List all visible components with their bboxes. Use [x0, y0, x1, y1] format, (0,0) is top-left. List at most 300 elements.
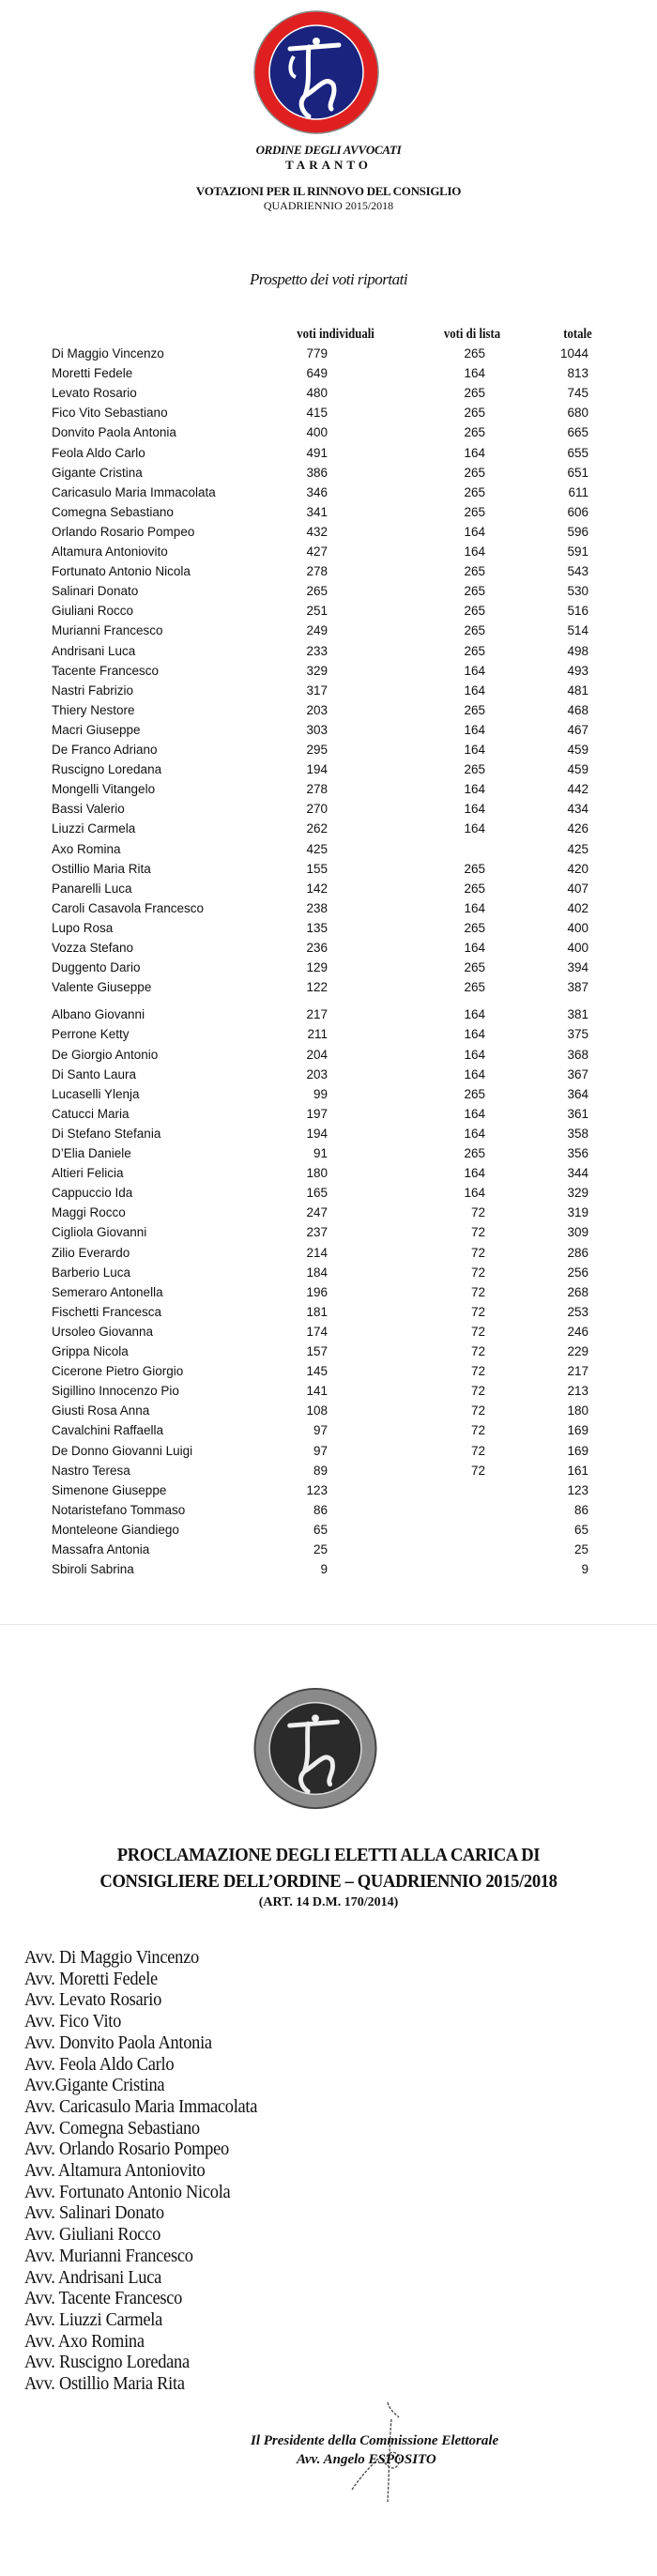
individual-votes: 346 [306, 484, 328, 499]
total-votes: 498 [567, 643, 588, 658]
table-row [0, 604, 657, 622]
table-row [0, 1246, 657, 1265]
total-votes: 25 [573, 1542, 588, 1556]
candidate-name: Macri Giuseppe [52, 722, 141, 737]
candidate-name: Barberio Luca [52, 1265, 131, 1280]
individual-votes: 203 [306, 1066, 328, 1081]
total-votes: 596 [567, 524, 588, 539]
total-votes: 169 [567, 1423, 588, 1438]
table-row [0, 1305, 657, 1324]
candidate-name: Salinari Donato [52, 584, 139, 599]
candidate-name: Lucaselli Ylenja [52, 1086, 140, 1101]
table-row [0, 1562, 657, 1581]
total-votes: 611 [568, 484, 588, 499]
total-votes: 161 [567, 1463, 588, 1478]
individual-votes: 184 [306, 1265, 328, 1280]
candidate-name: Fortunato Antonio Nicola [52, 564, 191, 579]
individual-votes: 427 [306, 544, 328, 559]
total-votes: 375 [567, 1027, 588, 1042]
individual-votes: 197 [306, 1106, 328, 1121]
candidate-name: Ostillio Maria Rita [52, 861, 151, 876]
candidate-name: Nastro Teresa [52, 1463, 130, 1478]
proclamation-reference: (ART. 14 D.M. 170/2014) [258, 1895, 399, 1909]
table-row [0, 1464, 657, 1482]
individual-votes: 425 [306, 841, 328, 856]
individual-votes: 247 [306, 1205, 328, 1220]
total-votes: 381 [567, 1007, 588, 1022]
individual-votes: 99 [313, 1086, 328, 1101]
table-row [0, 960, 657, 979]
list-votes: 164 [464, 1027, 485, 1042]
elected-member: Avv. Feola Aldo Carlo [24, 2053, 175, 2075]
list-votes: 164 [464, 1126, 485, 1141]
total-votes: 1044 [559, 346, 588, 360]
individual-votes: 122 [306, 980, 328, 995]
total-votes: 246 [567, 1324, 588, 1339]
individual-votes: 65 [313, 1522, 328, 1537]
list-votes: 72 [470, 1304, 485, 1319]
document-period: QUADRIENNIO 2015/2018 [263, 199, 394, 212]
candidate-name: Cicerone Pietro Giorgio [52, 1364, 184, 1379]
total-votes: 493 [567, 663, 588, 678]
candidate-name: Zilio Everardo [52, 1245, 130, 1260]
total-votes: 329 [567, 1186, 588, 1201]
table-row [0, 1444, 657, 1463]
list-votes: 265 [464, 465, 485, 480]
list-votes: 164 [464, 900, 485, 915]
individual-votes: 270 [306, 802, 328, 817]
table-row [0, 1542, 657, 1561]
candidate-name: Caricasulo Maria Immacolata [52, 484, 216, 499]
list-votes: 265 [464, 386, 485, 401]
list-votes: 72 [470, 1364, 485, 1379]
elected-member: Avv. Tacente Francesco [24, 2288, 183, 2309]
individual-votes: 203 [306, 702, 328, 717]
list-votes: 265 [464, 484, 485, 499]
list-votes: 72 [470, 1205, 485, 1220]
individual-votes: 129 [306, 960, 328, 975]
table-row [0, 446, 657, 465]
list-votes: 164 [464, 782, 485, 797]
total-votes: 680 [567, 406, 588, 421]
candidate-name: Altieri Felicia [52, 1166, 124, 1181]
total-votes: 368 [567, 1047, 588, 1062]
total-votes: 387 [567, 980, 588, 995]
individual-votes: 145 [306, 1364, 328, 1379]
individual-votes: 157 [306, 1344, 328, 1358]
table-row [0, 346, 657, 365]
table-row [0, 466, 657, 484]
page-divider [0, 1624, 657, 1625]
individual-votes: 303 [306, 722, 328, 737]
candidate-name: Semeraro Antonella [52, 1284, 163, 1299]
list-votes: 164 [464, 821, 485, 836]
elected-member: Avv. Andrisani Luca [24, 2266, 162, 2288]
candidate-name: Ruscigno Loredana [52, 762, 162, 777]
individual-votes: 649 [306, 366, 328, 381]
elected-member: Avv. Donvito Paola Antonia [24, 2032, 212, 2053]
candidate-name: Murianni Francesco [52, 623, 163, 638]
total-votes: 367 [567, 1066, 588, 1081]
candidate-name: Tacente Francesco [52, 663, 160, 678]
table-row [0, 842, 657, 861]
individual-votes: 211 [307, 1027, 328, 1042]
elected-member: Avv. Di Maggio Vincenzo [24, 1947, 199, 1968]
individual-votes: 480 [306, 386, 328, 401]
individual-votes: 204 [306, 1047, 328, 1062]
table-row [0, 1344, 657, 1363]
table-row [0, 1107, 657, 1126]
candidate-name: Gigante Cristina [52, 465, 143, 480]
total-votes: 543 [567, 564, 588, 579]
individual-votes: 251 [306, 604, 328, 619]
table-row [0, 644, 657, 663]
column-header-total: totale [563, 327, 592, 342]
elected-member: Avv. Orlando Rosario Pompeo [24, 2139, 229, 2160]
individual-votes: 165 [306, 1186, 328, 1201]
list-votes: 164 [464, 682, 485, 698]
list-votes: 265 [464, 1146, 485, 1160]
candidate-name: Di Santo Laura [52, 1066, 137, 1081]
total-votes: 169 [567, 1443, 588, 1458]
table-row [0, 525, 657, 544]
candidate-name: Thiery Nestore [52, 702, 135, 717]
total-votes: 217 [567, 1364, 588, 1379]
individual-votes: 91 [313, 1146, 328, 1160]
total-votes: 481 [567, 682, 588, 698]
total-votes: 434 [567, 802, 588, 817]
candidate-name: Di Maggio Vincenzo [52, 346, 164, 360]
table-row [0, 406, 657, 424]
total-votes: 180 [567, 1403, 588, 1418]
table-row [0, 743, 657, 761]
list-votes: 265 [464, 762, 485, 777]
candidate-name: Sigillino Innocenzo Pio [52, 1384, 179, 1399]
candidate-name: Comegna Sebastiano [52, 504, 174, 519]
candidate-name: Fico Vito Sebastiano [52, 406, 168, 421]
list-votes: 72 [470, 1265, 485, 1280]
total-votes: 407 [567, 881, 588, 896]
individual-votes: 265 [306, 584, 328, 599]
total-votes: 514 [567, 623, 588, 638]
total-votes: 745 [567, 386, 588, 401]
list-votes: 164 [464, 941, 485, 955]
candidate-name: De Giorgio Antonio [52, 1047, 159, 1062]
list-votes: 72 [470, 1463, 485, 1478]
total-votes: 213 [567, 1384, 588, 1399]
total-votes: 516 [567, 604, 588, 619]
candidate-name: Giusti Rosa Anna [52, 1403, 150, 1418]
individual-votes: 236 [306, 941, 328, 955]
elected-member: Avv. Caricasulo Maria Immacolata [24, 2095, 258, 2117]
elected-member: Avv.Gigante Cristina [24, 2075, 165, 2096]
individual-votes: 329 [306, 663, 328, 678]
table-row [0, 1027, 657, 1046]
total-votes: 9 [581, 1562, 588, 1577]
list-votes: 72 [470, 1284, 485, 1299]
candidate-name: Notaristefano Tommaso [52, 1502, 186, 1517]
list-votes: 265 [464, 604, 485, 619]
total-votes: 665 [567, 425, 588, 440]
table-row [0, 1265, 657, 1284]
total-votes: 651 [567, 465, 588, 480]
table-row [0, 941, 657, 959]
table-row [0, 1325, 657, 1343]
table-row [0, 1483, 657, 1502]
list-votes: 72 [470, 1384, 485, 1399]
table-row [0, 1048, 657, 1066]
org-city: TARANTO [285, 158, 372, 172]
total-votes: 123 [567, 1482, 588, 1497]
individual-votes: 237 [306, 1225, 328, 1240]
candidate-name: De Donno Giovanni Luigi [52, 1443, 193, 1458]
table-row [0, 505, 657, 524]
candidate-name: Sbiroli Sabrina [52, 1562, 134, 1577]
table-row [0, 584, 657, 603]
individual-votes: 194 [306, 762, 328, 777]
list-votes: 72 [470, 1324, 485, 1339]
total-votes: 319 [567, 1205, 588, 1220]
elected-member: Avv. Fico Vito [24, 2011, 122, 2032]
table-row [0, 802, 657, 820]
org-name: ORDINE DEGLI AVVOCATI [255, 143, 402, 157]
table-row [0, 425, 657, 444]
total-votes: 364 [567, 1086, 588, 1101]
candidate-name: Simenone Giuseppe [52, 1482, 167, 1497]
candidate-name: Bassi Valerio [52, 802, 125, 817]
elected-member: Avv. Salinari Donato [24, 2202, 164, 2224]
table-row [0, 1423, 657, 1442]
total-votes: 86 [573, 1502, 588, 1517]
list-votes: 72 [470, 1245, 485, 1260]
total-votes: 459 [567, 762, 588, 777]
list-votes: 164 [464, 722, 485, 737]
candidate-name: Monteleone Giandiego [52, 1522, 179, 1537]
individual-votes: 25 [313, 1542, 328, 1556]
table-row [0, 703, 657, 722]
total-votes: 394 [567, 960, 588, 975]
list-votes: 164 [464, 1066, 485, 1081]
total-votes: 356 [567, 1146, 588, 1160]
list-votes: 164 [464, 544, 485, 559]
elected-member: Avv. Altamura Antoniovito [24, 2160, 206, 2181]
list-votes: 164 [464, 445, 485, 460]
individual-votes: 196 [306, 1284, 328, 1299]
total-votes: 459 [567, 743, 588, 757]
table-row [0, 1087, 657, 1106]
individual-votes: 89 [313, 1463, 328, 1478]
total-votes: 426 [567, 821, 588, 836]
bar-association-logo-scan [252, 1687, 378, 1810]
candidate-name: Nastri Fabrizio [52, 682, 134, 698]
individual-votes: 135 [306, 920, 328, 935]
candidate-name: Catucci Maria [52, 1106, 130, 1121]
table-row [0, 1403, 657, 1422]
individual-votes: 238 [306, 900, 328, 915]
table-row [0, 544, 657, 563]
column-header-list: voti di lista [443, 327, 501, 342]
total-votes: 286 [567, 1245, 588, 1260]
total-votes: 813 [567, 366, 588, 381]
individual-votes: 181 [306, 1304, 328, 1319]
elected-member: Avv. Levato Rosario [24, 1989, 162, 2011]
column-header-individual: voti individuali [297, 327, 374, 342]
list-votes: 164 [464, 1007, 485, 1022]
elected-member: Avv. Ruscigno Loredana [24, 2352, 190, 2373]
list-votes: 72 [470, 1403, 485, 1418]
list-votes: 72 [470, 1225, 485, 1240]
individual-votes: 249 [306, 623, 328, 638]
candidate-name: Altamura Antoniovito [52, 544, 168, 559]
table-row [0, 1523, 657, 1541]
individual-votes: 491 [306, 445, 328, 460]
table-row [0, 1285, 657, 1304]
candidate-name: Massafra Antonia [52, 1542, 150, 1556]
list-votes: 265 [464, 584, 485, 599]
total-votes: 358 [567, 1126, 588, 1141]
total-votes: 606 [567, 504, 588, 519]
table-row [0, 664, 657, 682]
individual-votes: 278 [306, 782, 328, 797]
candidate-name: Vozza Stefano [52, 941, 134, 955]
table-row [0, 901, 657, 920]
list-votes: 265 [464, 564, 485, 579]
candidate-name: Liuzzi Carmela [52, 821, 136, 836]
list-votes: 265 [464, 861, 485, 876]
table-row [0, 1146, 657, 1165]
total-votes: 361 [567, 1106, 588, 1121]
signatory-name: Avv. Angelo ESPOSITO [297, 2452, 436, 2467]
individual-votes: 155 [306, 861, 328, 876]
candidate-name: Di Stefano Stefania [52, 1126, 161, 1141]
table-row [0, 564, 657, 583]
bar-association-logo [252, 9, 380, 135]
total-votes: 402 [567, 900, 588, 915]
candidate-name: Giuliani Rocco [52, 604, 134, 619]
individual-votes: 233 [306, 643, 328, 658]
total-votes: 468 [567, 702, 588, 717]
total-votes: 530 [567, 584, 588, 599]
candidate-name: Grippa Nicola [52, 1344, 129, 1358]
elected-member: Avv. Fortunato Antonio Nicola [24, 2181, 231, 2202]
candidate-name: Feola Aldo Carlo [52, 445, 145, 460]
elected-member: Avv. Murianni Francesco [24, 2245, 193, 2266]
table-row [0, 1166, 657, 1185]
individual-votes: 108 [306, 1403, 328, 1418]
individual-votes: 278 [306, 564, 328, 579]
table-row [0, 366, 657, 385]
individual-votes: 194 [306, 1126, 328, 1141]
total-votes: 467 [567, 722, 588, 737]
table-row [0, 1364, 657, 1383]
candidate-name: Orlando Rosario Pompeo [52, 524, 195, 539]
list-votes: 265 [464, 406, 485, 421]
total-votes: 229 [567, 1344, 588, 1358]
candidate-name: D’Elia Daniele [52, 1146, 131, 1160]
candidate-name: Moretti Fedele [52, 366, 133, 381]
list-votes: 164 [464, 366, 485, 381]
table-row [0, 821, 657, 840]
list-votes: 164 [464, 802, 485, 817]
list-votes: 164 [464, 1186, 485, 1201]
individual-votes: 123 [306, 1482, 328, 1497]
candidate-name: Andrisani Luca [52, 643, 136, 658]
table-row [0, 723, 657, 742]
total-votes: 400 [567, 941, 588, 955]
individual-votes: 317 [306, 682, 328, 698]
list-votes: 265 [464, 346, 485, 360]
table-caption: Prospetto dei voti riportati [249, 270, 408, 288]
table-row [0, 485, 657, 504]
individual-votes: 214 [306, 1245, 328, 1260]
signatory-role: Il Presidente della Commissione Elettorale [251, 2433, 499, 2448]
list-votes: 72 [470, 1423, 485, 1438]
individual-votes: 141 [306, 1384, 328, 1399]
list-votes: 265 [464, 623, 485, 638]
table-row [0, 623, 657, 642]
table-row [0, 1067, 657, 1086]
list-votes: 164 [464, 1106, 485, 1121]
elected-member: Avv. Moretti Fedele [24, 1968, 158, 1989]
list-votes: 265 [464, 425, 485, 440]
list-votes: 72 [470, 1344, 485, 1358]
candidate-name: Axo Romina [52, 841, 121, 856]
candidate-name: Levato Rosario [52, 386, 137, 401]
table-row [0, 1503, 657, 1522]
total-votes: 442 [567, 782, 588, 797]
list-votes: 265 [464, 504, 485, 519]
table-row [0, 882, 657, 900]
candidate-name: Cappuccio Ida [52, 1186, 133, 1201]
list-votes: 265 [464, 881, 485, 896]
candidate-name: Perrone Ketty [52, 1027, 130, 1042]
individual-votes: 432 [306, 524, 328, 539]
candidate-name: Valente Giuseppe [52, 980, 152, 995]
table-row [0, 1384, 657, 1403]
table-row [0, 921, 657, 940]
individual-votes: 779 [306, 346, 328, 360]
total-votes: 425 [567, 841, 588, 856]
elected-member: Avv. Comegna Sebastiano [24, 2117, 200, 2139]
list-votes: 164 [464, 743, 485, 757]
total-votes: 655 [567, 445, 588, 460]
total-votes: 420 [567, 861, 588, 876]
candidate-name: Cavalchini Raffaella [52, 1423, 164, 1438]
candidate-name: Donvito Paola Antonia [52, 425, 176, 440]
elected-member: Avv. Axo Romina [24, 2330, 145, 2352]
proclamation-title-line2: CONSIGLIERE DELL’ORDINE – QUADRIENNIO 2015/2018 [99, 1871, 558, 1892]
individual-votes: 9 [320, 1562, 328, 1577]
list-votes: 164 [464, 524, 485, 539]
elected-member: Avv. Liuzzi Carmela [24, 2308, 163, 2330]
total-votes: 268 [567, 1284, 588, 1299]
individual-votes: 386 [306, 465, 328, 480]
individual-votes: 400 [306, 425, 328, 440]
candidate-name: Panarelli Luca [52, 881, 132, 896]
total-votes: 256 [567, 1265, 588, 1280]
list-votes: 265 [464, 980, 485, 995]
table-row [0, 762, 657, 781]
total-votes: 400 [567, 920, 588, 935]
candidate-name: De Franco Adriano [52, 743, 158, 757]
individual-votes: 341 [306, 504, 328, 519]
elected-member: Avv. Ostillio Maria Rita [24, 2373, 185, 2394]
table-row [0, 980, 657, 999]
total-votes: 65 [573, 1522, 588, 1537]
individual-votes: 174 [306, 1324, 328, 1339]
table-row [0, 862, 657, 881]
list-votes: 265 [464, 960, 485, 975]
